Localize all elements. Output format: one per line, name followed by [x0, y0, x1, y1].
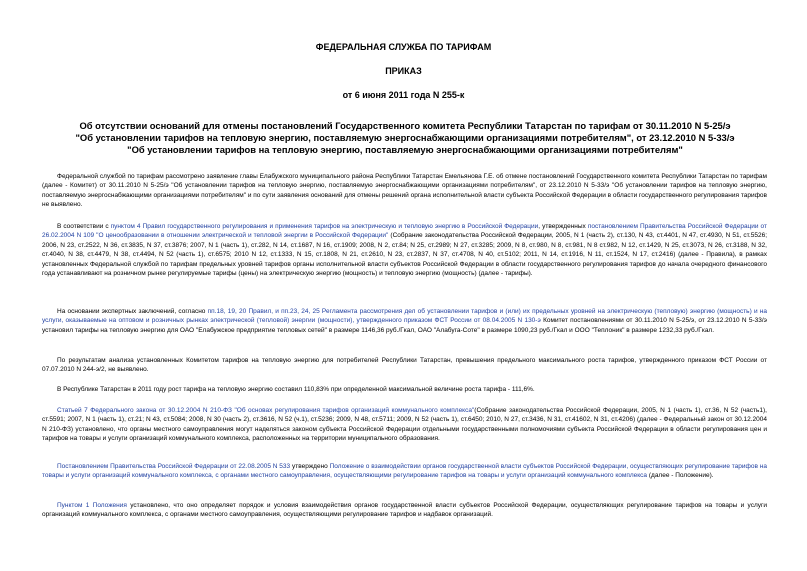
paragraph-1-text: Федеральной службой по тарифам рассмотрено заявление главы Елабужского муниципального района Республики Татарстан Емельянова Г.Е. об отмене постановлений Государственного комитета Республики Татарстан по тарифам (далее - Комитет) от 30.11.2010 N 5-25/э "Об установлении тарифов на тепловую энергию, поставляемую энергоснабжающими организациями потребителям", от 23.12.2010 N 5-33/э "Об установлении тарифов на тепловую энергию, поставляемую энергоснабжающими организациями потребителям" и по сути заявления оснований для отмены решений органа исполнительной власти субъекта Российской Федерации в области государственного регулирования тарифов не выявлено.: [42, 173, 767, 209]
doc-date: от 6 июня 2011 года N 255-к: [342, 90, 465, 100]
paragraph-5: [42, 385, 767, 394]
paragraph-2-mid: , утвержденных: [538, 223, 586, 230]
paragraph-8-rest: установлено, что оно определяет порядок и условия взаимодействия органов государственной власти субъектов Российской Федерации, осуществляющих регулирование тарифов на товары и услуги организаций коммунального комплекса, с органами местного самоуправления, осуществляющими регулирование тарифов и надбавок организаций.: [42, 502, 767, 519]
paragraph-4-text: По результатам анализа установленных Комитетом тарифов на тепловую энергию для потребителей Республики Татарстан, превышения предельного максимального роста тарифов, утвержденного приказом ФСТ России от 07.07.2010 N 244-э/2, не выявлено.: [42, 357, 767, 374]
paragraph-2: [42, 222, 767, 278]
federal-law-210-link[interactable]: Статьей 7 Федерального закона от 30.12.2004 N 210-ФЗ "Об основах регулирования тарифов организаций коммунального комплекса": [57, 407, 475, 414]
paragraph-7: [42, 462, 767, 481]
paragraph-6: [42, 406, 767, 444]
regulation-points-link[interactable]: пп.18, 19, 20 Правил, и пп.23, 24, 25 Регламента рассмотрения дел об установлении тарифов и (или) их предельных уровней на электрическую (тепловую) энергию (мощность) и на услуги, оказываемые на оптовом и розничных рынках электрической (тепловой) энергии (мощности), утвержденного приказом ФСТ России от 08.04.2005 N 130-э: [42, 308, 768, 325]
paragraph-2-lead: В соответствии с: [57, 223, 109, 230]
rules-point-4-link[interactable]: пунктом 4 Правил государственного регулирования и применения тарифов на электрическую и тепловую энергию в Российской Федерации: [110, 223, 539, 230]
paragraph-6-rest: (Собрание законодательства Российской Федерации, 2005, N 1 (часть 1), ст.36, N 52 (часть1), ст.5591; 2007, N 1 (часть 1), ст.21; N 43, ст.5084; 2008, N 30 (часть 2), ст.3616, N 52 (ч.1), ст.5236; 2009, N 48, ст.5711; 2009, N 52 (часть 1), ст.6450; 2010, N 27, ст.3436, N 31, ст.41602, N 31, ст.4206) (далее - Федеральный закон от 30.12.2004 N 210-ФЗ) установлено, что органы местного самоуправления могут наделяться законом субъекта Российской Федерации отдельными государственными полномочиями субъекта Российской Федерации в области регулирования цен и тарифов на товары и услуги организаций коммунального комплекса, расположенных на территории муниципального образования.: [42, 407, 767, 443]
paragraph-1: [42, 172, 767, 210]
paragraph-3: [42, 307, 767, 335]
agency-name: ФЕДЕРАЛЬНАЯ СЛУЖБА ПО ТАРИФАМ: [315, 42, 492, 52]
interaction-regulation-link[interactable]: Положение о взаимодействии органов государственной власти субъектов Российской Федерации, осуществляющих регулирование тарифов на товары и услуги организаций коммунального комплекса, с органами местного самоуправления, осуществляющими регулирование тарифов на товары и услуги организаций коммунального комплекса: [42, 463, 767, 480]
paragraph-2-rest: (Собрание законодательства Российской Федерации, 2005, N 1 (часть 2), ст.130, N 43, ст.4401, N 47, ст.4930, N 51, ст.5526; 2006, N 23, ст.2522, N 36, ст.3835, N 37, ст.3876; 2007, N 1 (часть 1), ст.282, N 14, ст.1687, N 16, ст.1909; 2008, N 2, ст.84; N 25, ст.2989; N 27, ст.3285; 2009, N 8, ст.980, N 8, ст.981, N 8 ст.982, N 12, ст.1429, N 25, ст.3073, N 26, ст.3188, N 32, ст.4040, N 38, ст.4479, N 38, ст.4494, N 52 (часть 1), ст.6575; 2010 N 12, ст.1333, N 15, ст.1808, N 21, ст.2610, N 23, ст.2837, N 37, ст.4708, N 40, ст.5102; 2011, N 14, ст.1916, N 11, ст.1524, N 17, ст.2416) (далее - Правила), в рамках установленных Федеральной службой по тарифам предельных уровней тарифов органы исполнительной власти субъектов Российской Федерации в области государственного регулирования тарифов до начала очередного финансового года устанавливают на розничном рынке регулируемые тарифы (цены) на электрическую энергию (мощность) и тепловую энергию (мощность) (далее - тарифы).: [42, 232, 767, 278]
paragraph-7-rest: (далее - Положение).: [648, 472, 714, 480]
regulation-point-1-link[interactable]: Пунктом 1 Положения: [57, 502, 127, 509]
paragraph-5-text: В Республике Татарстан в 2011 году рост тарифа на тепловую энергию составил 110,83% при определенной максимальной величине роста тарифа - 111,6%.: [57, 386, 535, 393]
government-decree-109-link[interactable]: постановлением Правительства Российской Федерации от 26.02.2004 N 109 "О ценообразовании в отношении электрической и тепловой энергии в Российской Федерации": [42, 223, 768, 240]
paragraph-4: [42, 356, 767, 375]
doc-title: Об отсутствии оснований для отмены постановлений Государственного комитета Республики Татарстан по тарифам от 30.11.2010 N 5-25/э "Об установлении тарифов на тепловую энергию, поставляемую энергоснабжающими организациями потребителям", от 23.12.2010 N 5-33/э "Об установлении тарифов на тепловую энергию, поставляемую энергоснабжающими организациями потребителям": [75, 120, 735, 155]
doc-type: ПРИКАЗ: [385, 66, 422, 76]
paragraph-3-rest: Комитет постановлениями от 30.11.2010 N 5-25/э, от 23.12.2010 N 5-33/э установил тарифы на тепловую энергию для ОАО "Елабужское предприятие тепловых сетей" в размере 1146,36 руб./Гкал, ОАО "Алабуга-Соте" в размере 1090,23 руб./Гкал и ООО "Теплоник" в размере 1232,33 руб./Гкал.: [42, 317, 767, 334]
paragraph-7-mid: утверждено: [291, 463, 328, 470]
paragraph-3-lead: На основании экспертных заключений, согласно: [57, 308, 206, 315]
government-decree-533-link[interactable]: Постановлением Правительства Российской Федерации от 22.08.2005 N 533: [57, 463, 291, 470]
paragraph-8: [42, 501, 767, 520]
